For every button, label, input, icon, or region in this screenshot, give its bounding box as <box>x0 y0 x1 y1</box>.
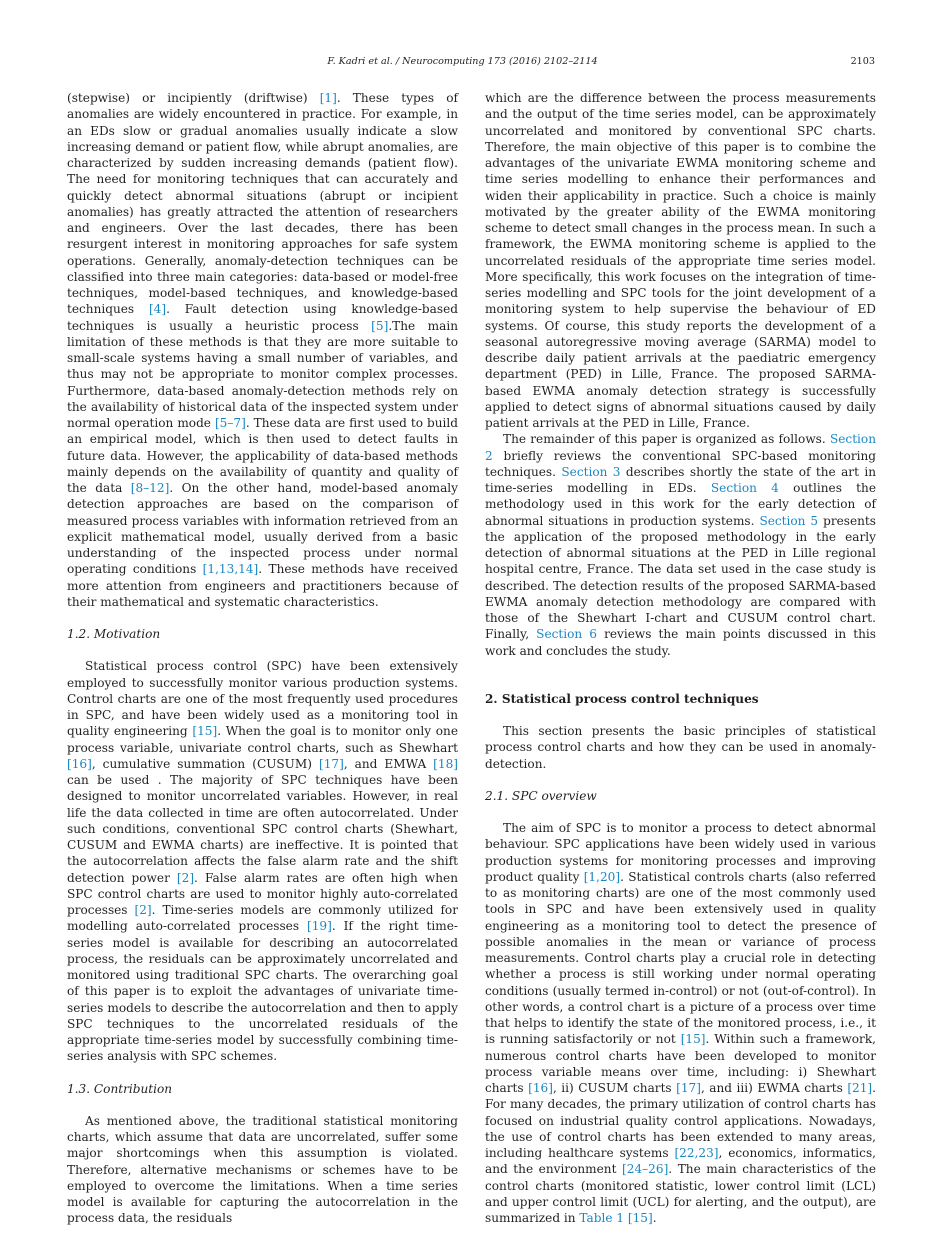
text-segment: The remainder of this paper is organized as follows. <box>503 432 830 447</box>
text-segment: presents the application of the proposed methodology in the early detection of abnormal situations at the PED in Lille regional hospital centre, France. The data set used in the case study is described. The detection results of the proposed SARMA-based EWMA anomaly detection methodology are compared with those of the Shewhart I-chart and CUSUM control chart. Finally, <box>485 513 876 642</box>
text-segment: outlines the methodology used in this work for the early detection of abnormal situations in production systems. <box>485 481 876 528</box>
text-segment: , and iii) EWMA charts <box>700 1081 848 1095</box>
citation-link[interactable]: [1] <box>319 91 337 105</box>
paragraph <box>485 820 876 1226</box>
running-title: F. Kadri et al. / Neurocomputing 173 (2016) 2102–2114 <box>327 56 598 67</box>
citation-link[interactable]: [5] <box>371 318 389 333</box>
text-segment: .The main limitation of these methods is that they are more suitable to small-scale systems having a small number of variables, and thus may not be appropriate to monitor complex processes. Furthermore, data-based anomaly-detection methods rely on the availability of historical data of the inspected system under normal operation mode <box>67 318 458 430</box>
citation-link[interactable]: [2] <box>176 870 195 885</box>
text-segment: , cumulative summation (CUSUM) <box>91 756 319 771</box>
text-segment: As mentioned above, the traditional statistical monitoring charts, which assume that data are uncorrelated, suffer some major shortcomings when this assumption is violated. Therefore, alternative mechanisms or schemes have to be employed to overcome the limitations. When a time series model is available for capturing the autocorrelation in the process data, the residuals <box>67 1113 458 1226</box>
citation-link[interactable]: [22,23] <box>674 1146 719 1160</box>
citation-link[interactable]: [24–26] <box>622 1162 669 1177</box>
text-segment: , economics, informatics, and the environment <box>485 1146 876 1177</box>
citation-link[interactable]: Section 2 <box>485 432 876 463</box>
paragraph <box>67 90 458 610</box>
text-segment: . <box>652 1211 657 1225</box>
citation-link[interactable]: [4] <box>148 302 167 317</box>
right-column <box>485 90 876 1226</box>
text-segment: , and EMWA <box>343 756 434 771</box>
citation-link[interactable]: [15] <box>192 724 218 739</box>
subsection-heading-contribution: 1.3. Contribution <box>67 1081 173 1096</box>
text-segment: briefly reviews the conventional SPC-based monitoring techniques. <box>485 448 876 479</box>
citation-link[interactable]: [15] <box>680 1032 706 1047</box>
paragraph <box>485 431 876 659</box>
section-heading-2: 2. Statistical process control techniques <box>485 691 759 706</box>
citation-link[interactable]: Section 4 <box>710 481 779 495</box>
running-header <box>0 56 925 70</box>
text-segment: . These methods have received more attention from engineers and practitioners because of their mathematical and systematic characteristics. <box>67 562 459 609</box>
text-segment: . Within such a framework, numerous control charts have been developed to monitor process variable means over time, including: i) Shewhart charts <box>485 1032 877 1095</box>
text-segment: . False alarm rates are often high when SPC control charts are used to monitor highly auto-correlated processes <box>67 870 458 917</box>
text-segment: . For many decades, the primary utilization of control charts has focused on industrial quality control applications. Nowadays, the use of control charts has been extended to many areas, including healthcare systems <box>485 1081 876 1160</box>
citation-link[interactable]: [19] <box>306 919 332 934</box>
citation-link[interactable]: Table 1 [15] <box>579 1211 653 1225</box>
text-segment: which are the difference between the process measurements and the output of the time series model, can be approximately uncorrelated and monitored by conventional SPC charts. Therefore, the main objective of this paper is to combine the advantages of the univariate EWMA monitoring scheme and time series modelling to enhance their performances and widen their applicability in practice. Such a choice is mainly motivated by the greater ability of the EWMA monitoring scheme to detect small changes in the process mean. In such a framework, the EWMA monitoring scheme is applied to the uncorrelated residuals of the appropriate time series model. More specifically, this work focuses on the integration of time-series modelling and SPC tools for the joint development of a monitoring system to help supervise the behaviour of ED systems. Of course, this study reports the development of a seasonal autoregressive moving average (SARMA) model to describe daily patient arrivals at the paediatric emergency department (PED) in Lille, France. The proposed SARMA-based EWMA anomaly detection strategy is successfully applied to detect signs of abnormal situations caused by daily patient arrivals at the PED in Lille, France. <box>485 91 876 430</box>
text-segment: . If the right time-series model is available for describing an autocorrelated process, the residuals can be approximately uncorrelated and monitored using traditional SPC charts. The overarching goal of this paper is to exploit the advantages of univariate time-series models to describe the autocorrelation and then to apply SPC techniques to the uncorrelated residuals of the appropriate time-series model by successfully combining time-series analysis with SPC schemes. <box>67 919 458 1064</box>
text-segment: This section presents the basic principles of statistical process control charts and how they can be used in anomaly-detection. <box>485 724 876 771</box>
left-column <box>67 90 458 1227</box>
paragraph <box>485 723 876 772</box>
text-segment: , ii) CUSUM charts <box>552 1081 677 1095</box>
text-segment: . When the goal is to monitor only one process variable, univariate control charts, such as Shewhart <box>67 724 458 755</box>
citation-link[interactable]: [16] <box>528 1081 553 1095</box>
text-segment: reviews the main points discussed in this work and concludes the study. <box>485 627 876 658</box>
citation-link[interactable]: [8–12] <box>130 481 170 495</box>
text-segment: . These types of anomalies are widely encountered in practice. For example, in an EDs slow or gradual anomalies usually indicate a slow increasing demand or patient flow, while abrupt anomalies, are characterized by sudden increasing demands (patient flow). The need for monitoring techniques that can accurately and quickly detect abnormal situations (abrupt or incipient anomalies) has greatly attracted the attention of researchers and engineers. Over the last decades, there has been resurgent interest in monitoring approaches for safe system operations. Generally, anomaly-detection techniques can be classified into three main categories: data-based or model-free techniques, model-based techniques, and knowledge-based techniques <box>67 91 458 317</box>
text-segment: can be used . The majority of SPC techniques have been designed to monitor uncorrelated variables. However, in real life the data collected in time are often autocorrelated. Under such conditions, conventional SPC control charts (Shewhart, CUSUM and EWMA charts) are ineffective. It is pointed that the autocorrelation affects the false alarm rate and the shift detection power <box>67 773 458 885</box>
text-segment: (stepwise) or incipiently (driftwise) <box>67 91 320 105</box>
citation-link[interactable]: Section 6 <box>536 627 597 642</box>
text-segment: . Statistical controls charts (also referred to as monitoring charts) are one of the most commonly used tools in SPC and have been extensively used in quality engineering as a monitoring tool to detect the presence of possible anomalies in the mean or variance of process measurements. Control charts play a crucial role in detecting whether a process is still working under normal operating conditions (usually termed in-control) or not (out-of-control). In other words, a control chart is a picture of a process over time that helps to identify the state of the monitored process, i.e., it is running satisfactorily or not <box>485 869 877 1047</box>
paragraph <box>67 658 458 1064</box>
citation-link[interactable]: [1,20] <box>583 869 621 884</box>
citation-link[interactable]: [17] <box>676 1081 701 1095</box>
text-segment: . These data are first used to build an empirical model, which is then used to detect faults in future data. However, the applicability of data-based methods mainly depends on the availability of quantity and quality of the data <box>67 416 459 495</box>
text-segment: Statistical process control (SPC) have been extensively employed to successfully monitor various production systems. Control charts are one of the most frequently used procedures in SPC, and have been widely used as a monitoring tool in quality engineering <box>67 659 458 739</box>
citation-link[interactable]: Section 3 <box>561 464 621 479</box>
citation-link[interactable]: [2] <box>134 903 152 917</box>
text-segment: . Time-series models are commonly utilized for modelling auto-correlated processes <box>67 903 458 934</box>
paragraph <box>485 90 876 431</box>
subsection-heading-motivation: 1.2. Motivation <box>67 627 161 641</box>
text-segment: . Fault detection using knowledge-based techniques is usually a heuristic process <box>67 302 458 333</box>
citation-link[interactable]: [17] <box>318 756 344 771</box>
citation-link[interactable]: [18] <box>433 756 458 771</box>
text-segment: . The main characteristics of the control charts (monitored statistic, lower control limit (LCL) and upper control limit (UCL) for alerting, and the output), are summarized in <box>485 1162 877 1225</box>
page-number: 2103 <box>850 56 875 67</box>
citation-link[interactable]: [16] <box>67 756 92 771</box>
citation-link[interactable]: Section 5 <box>759 513 819 528</box>
paragraph <box>67 1113 458 1227</box>
citation-link[interactable]: [5–7] <box>214 416 246 430</box>
text-segment: . On the other hand, model-based anomaly detection approaches are based on the comparison of measured process variables with information retrieved from an explicit mathematical model, usually derived from a basic understanding of the inspected process under normal operating conditions <box>67 481 458 577</box>
text-segment: The aim of SPC is to monitor a process to detect abnormal behaviour. SPC applications have been widely used in various production systems for monitoring processes and improving product quality <box>485 821 876 884</box>
citation-link[interactable]: [1,13,14] <box>202 562 259 577</box>
subsection-heading-overview: 2.1. SPC overview <box>485 788 597 803</box>
citation-link[interactable]: [21] <box>847 1081 873 1095</box>
text-segment: describes shortly the state of the art in time-series modelling in EDs. <box>485 464 876 495</box>
